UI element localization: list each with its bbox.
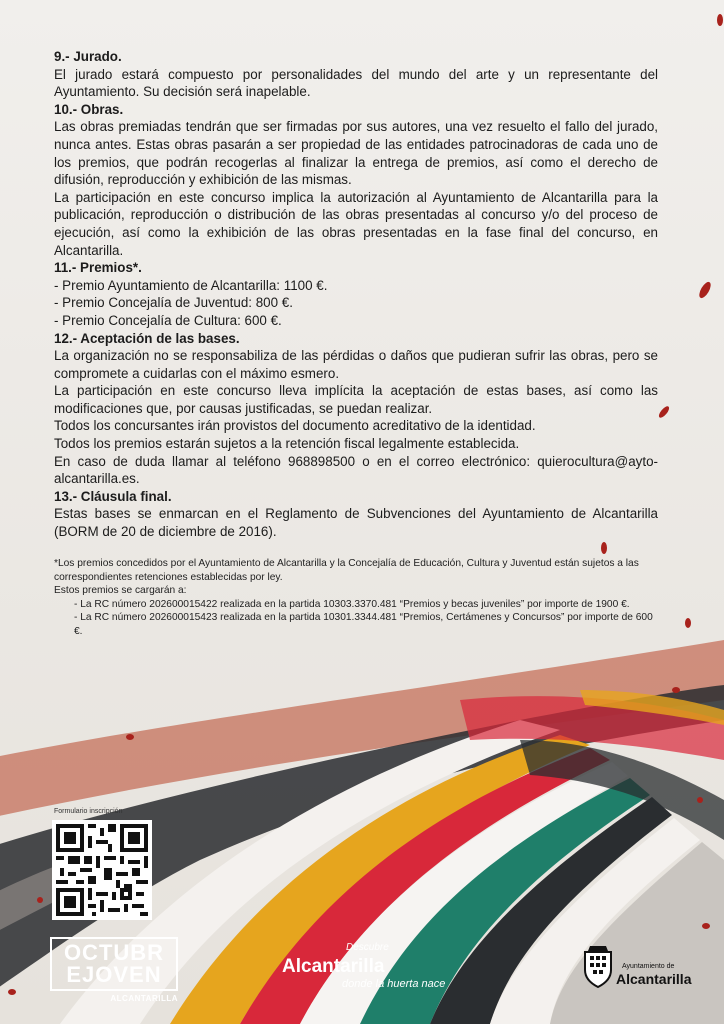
asterisk-note: *Los premios concedidos por el Ayuntamiento de Alcantarilla y la Concejalía de Educación, Cultura y Juventud están sujetos a las correspondientes retenciones establecidas por ley. [54,558,639,583]
octubre-joven-line2: EJOVEN [66,962,162,987]
charge-item: - La RC número 202600015422 realizada en la partida 10303.3370.481 “Premios y becas juveniles” por importe de 1900 €. [74,598,630,610]
section-heading-aceptacion: 12.- Aceptación de las bases. [54,330,240,346]
section-paragraph: La organización no se responsabiliza de las pérdidas o daños que pudieran sufrir las obras, pero se compromete a cuidarlas con el máximo esmero. [54,348,658,381]
prize-item: - Premio Concejalía de Juventud: 800 €. [54,295,293,311]
section-paragraph: El jurado estará compuesto por personalidades del mundo del arte y un representante del Ayuntamiento. Su decisión será inapelable. [54,66,658,100]
ayuntamiento-name: Alcantarilla [616,971,692,987]
prize-list [54,277,658,330]
alcantarilla-brand: Alcantarilla [282,956,385,977]
octubre-joven-sub: ALCANTARILLA [110,994,178,1003]
ayuntamiento-label: Ayuntamiento de [622,963,675,970]
section-paragraph: Todos los concursantes irán provistos del documento acreditativo de la identidad. [54,418,536,434]
section-paragraph: Las obras premiadas tendrán que ser firmadas por sus autores, una vez resuelto el fallo del jurado, nunca antes. Estas obras pasarán a ser propiedad de las entidades patrocinadoras de cada uno de los premios, que podrán recogerlas al finalizar la entrega de premios, así como el derecho de difusión, reproducción y exhibición de las mismas. [54,119,658,188]
section-paragraph: Todos los premios estarán sujetos a la retención fiscal legalmente establecida. [54,436,520,452]
section-heading-obras: 10.- Obras. [54,101,124,117]
section-paragraph: La participación en este concurso lleva implícita la aceptación de estas bases, así como las modificaciones que, por causas justificadas, se puedan realizar. [54,383,658,416]
section-paragraph: La participación en este concurso implica la autorización al Ayuntamiento de Alcantarilla para la publicación, reproducción o distribución de las obras presentadas al concurso y/o del proceso de ejecución, así como la exhibición de las obras presentadas en la fase final del concurso, en Alcantarilla. [54,189,658,258]
charge-item: - La RC número 202600015423 realizada en la partida 10301.3344.481 “Premios, Certámenes y Concursos” por importe de 600 €. [74,612,653,637]
contact-paragraph: En caso de duda llamar al teléfono 968898500 o en el correo electrónico: quierocultura@ayto-alcantarilla.es. [54,453,658,487]
octubre-joven-logo [50,937,178,991]
octubre-joven-line1: OCTUBR [63,940,165,965]
section-heading-premios: 11.- Premios*. [54,260,142,276]
charges-list [54,598,660,639]
qr-label: Formulario inscripción [54,808,123,815]
section-paragraph: Estas bases se enmarcan en el Reglamento de Subvenciones del Ayuntamiento de Alcantarilla (BORM de 20 de diciembre de 2016). [54,506,658,540]
section-heading-clausula-final: 13.- Cláusula final. [54,488,172,504]
section-heading-jurado: 9.- Jurado. [54,49,122,64]
charges-intro: Estos premios se cargarán a: [54,585,187,597]
registration-qr-code[interactable] [52,820,152,920]
bases-text [54,48,658,541]
ayuntamiento-crest-icon [582,946,614,988]
footnote [54,557,660,639]
alcantarilla-tagline: donde la huerta nace [342,978,446,990]
descubre-label: Descubre [346,942,389,953]
prize-item: - Premio Concejalía de Cultura: 600 €. [54,312,282,328]
prize-item: - Premio Ayuntamiento de Alcantarilla: 1100 €. [54,277,328,293]
